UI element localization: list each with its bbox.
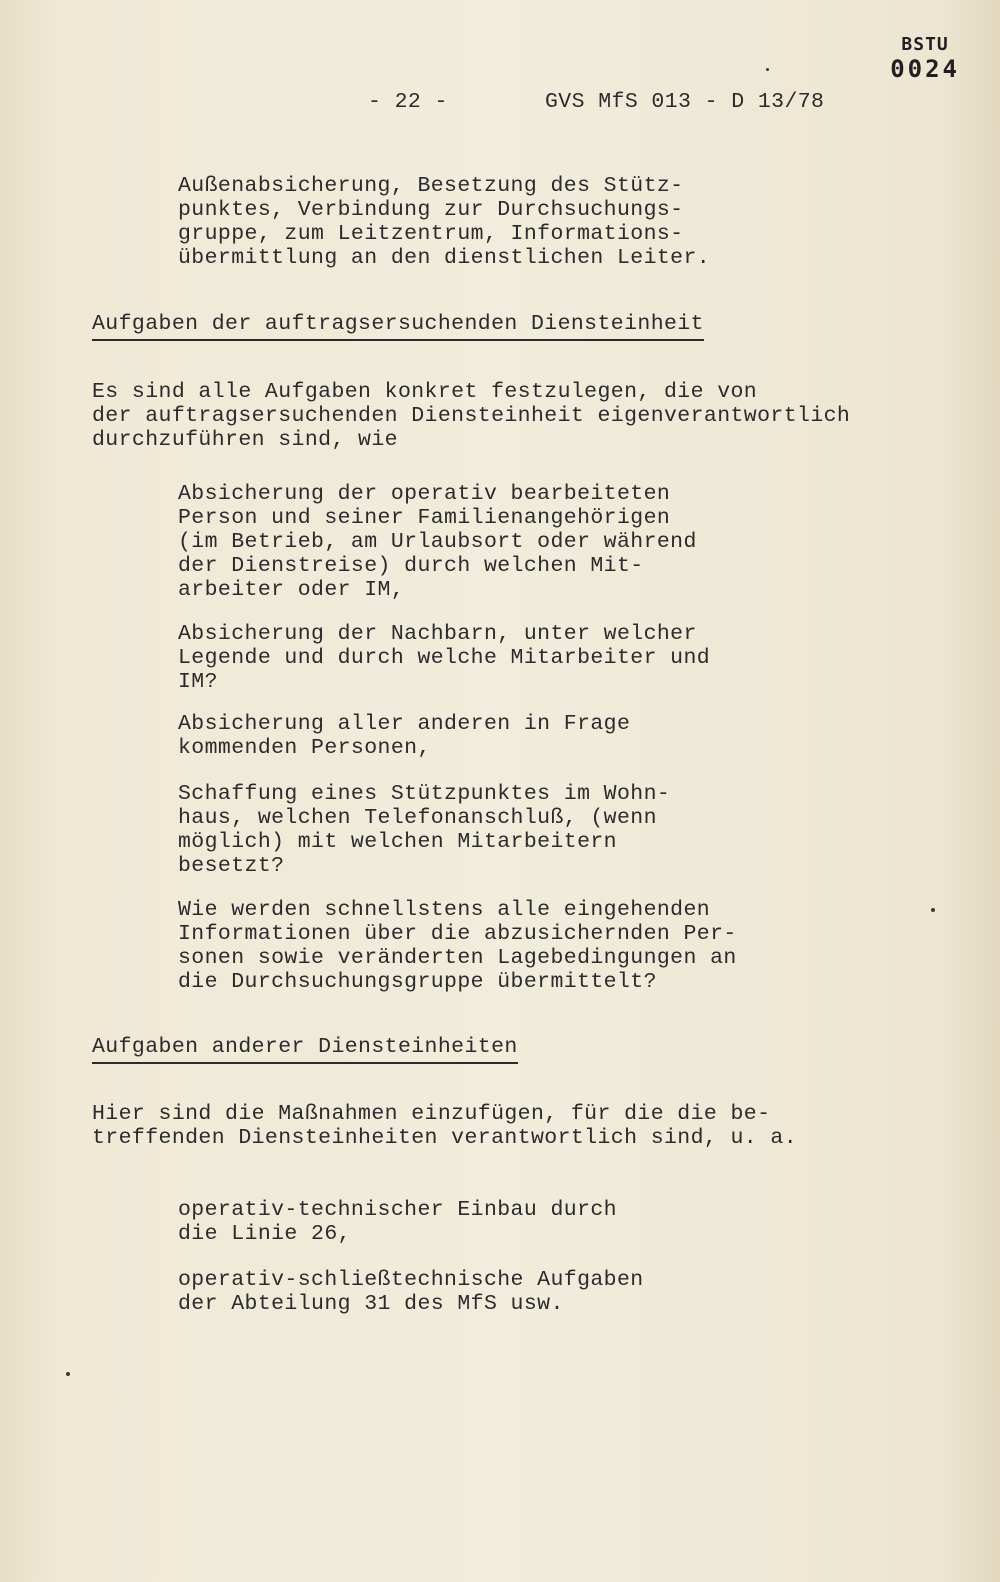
text-line: der Dienstreise) durch welchen Mit-: [178, 554, 644, 578]
text-line: gruppe, zum Leitzentrum, Informations-: [178, 222, 684, 246]
text-line: besetzt?: [178, 854, 285, 878]
text-line: Absicherung aller anderen in Frage: [178, 712, 631, 736]
text-line: die Linie 26,: [178, 1222, 351, 1246]
text-line: Informationen über die abzusichernden Per-: [178, 922, 737, 946]
paper-speck: [766, 68, 769, 71]
text-line: operativ-schließtechnische Aufgaben: [178, 1268, 644, 1292]
text-line: kommenden Personen,: [178, 736, 431, 760]
text-line: operativ-technischer Einbau durch: [178, 1198, 617, 1222]
archive-stamp: [890, 34, 960, 82]
text-line: Absicherung der operativ bearbeiteten: [178, 482, 671, 506]
text-line: arbeiter oder IM,: [178, 578, 405, 602]
text-line: Es sind alle Aufgaben konkret festzulegen, die von: [92, 380, 758, 404]
text-line: übermittlung an den dienstlichen Leiter.: [178, 246, 711, 270]
text-line: (im Betrieb, am Urlaubsort oder während: [178, 530, 697, 554]
text-line: Wie werden schnellstens alle eingehenden: [178, 898, 711, 922]
archive-page-number: 0024: [890, 55, 960, 83]
text-line: Legende und durch welche Mitarbeiter und: [178, 646, 711, 670]
text-line: Hier sind die Maßnahmen einzufügen, für die die be-: [92, 1102, 771, 1126]
paper-speck: [931, 908, 935, 912]
text-line: durchzuführen sind, wie: [92, 428, 398, 452]
page-number: - 22 -: [368, 90, 448, 114]
text-line: Person und seiner Familienangehörigen: [178, 506, 671, 530]
text-line: haus, welchen Telefonanschluß, (wenn: [178, 806, 657, 830]
text-line: Außenabsicherung, Besetzung des Stütz-: [178, 174, 684, 198]
archive-org: BSTU: [901, 34, 949, 55]
text-line: treffenden Diensteinheiten verantwortlich sind, u. a.: [92, 1126, 798, 1150]
text-line: der Abteilung 31 des MfS usw.: [178, 1292, 564, 1316]
section-heading-requesting-unit: Aufgaben der auftragsersuchenden Diensteinheit: [92, 312, 704, 341]
paper-speck: [66, 1372, 70, 1376]
text-line: punktes, Verbindung zur Durchsuchungs-: [178, 198, 684, 222]
text-line: möglich) mit welchen Mitarbeitern: [178, 830, 617, 854]
section-heading-other-units: Aufgaben anderer Diensteinheiten: [92, 1035, 518, 1064]
text-line: die Durchsuchungsgruppe übermittelt?: [178, 970, 657, 994]
text-line: Schaffung eines Stützpunktes im Wohn-: [178, 782, 671, 806]
text-line: sonen sowie veränderten Lagebedingungen an: [178, 946, 737, 970]
classification-mark: GVS MfS 013 - D 13/78: [545, 90, 825, 114]
text-line: Absicherung der Nachbarn, unter welcher: [178, 622, 697, 646]
text-line: IM?: [178, 670, 218, 694]
text-line: der auftragsersuchenden Diensteinheit eigenverantwortlich: [92, 404, 851, 428]
